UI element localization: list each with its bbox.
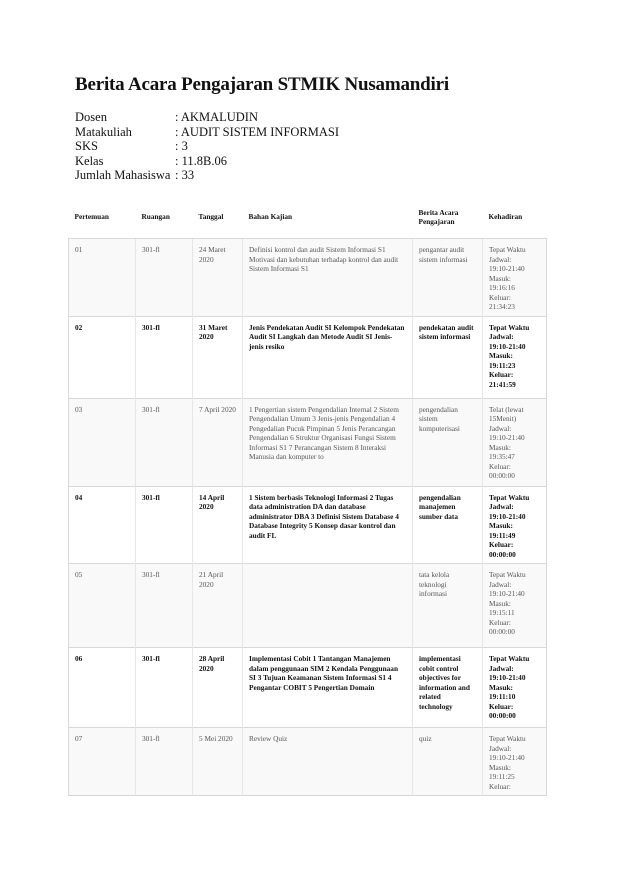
cell-ruangan: 301-fl — [136, 564, 193, 648]
kehadiran-line: Keluar: — [489, 292, 511, 302]
info-row-jumlah-mahasiswa — [75, 168, 339, 183]
cell-berita-acara: tata kelola teknologi informasi — [413, 564, 483, 648]
kehadiran-line: Masuk: — [489, 351, 513, 360]
table-row — [69, 398, 547, 486]
info-value: : 3 — [175, 139, 188, 154]
cell-pertemuan: 01 — [75, 245, 83, 254]
cell-pertemuan: 04 — [75, 492, 83, 502]
kehadiran-line: Jadwal: — [489, 663, 514, 673]
cell-bahan-kajian: Implementasi Cobit 1 Tantangan Manajemen dalam penggunaan SIM 2 Kendala Penggunaan SI 3 Tujuan Keamanan Sistem Informasi S1 4 Pengantar COBIT 5 Pengertian Domain — [243, 648, 413, 728]
kehadiran-line: Keluar: — [489, 617, 511, 627]
cell-berita-acara: implementasi cobit control objectives for information and related technology — [413, 648, 483, 728]
table-row — [69, 486, 547, 564]
kehadiran-line: 19:10-21:40 — [489, 433, 525, 442]
info-row-kelas — [75, 154, 339, 169]
cell-pertemuan: 02 — [75, 322, 83, 332]
info-label: Matakuliah — [75, 124, 132, 139]
cell-pertemuan: 06 — [75, 654, 83, 663]
cell-ruangan: 301-fl — [136, 239, 193, 317]
info-label: Kelas — [75, 153, 104, 168]
cell-kehadiran — [483, 239, 547, 317]
kehadiran-line: Tepat Waktu — [489, 322, 530, 332]
info-row-sks — [75, 139, 339, 154]
column-header-berita-acara: Berita Acara Pengajaran — [413, 196, 483, 239]
kehadiran-line: Keluar: — [489, 540, 514, 549]
cell-tanggal: 21 April 2020 — [193, 564, 243, 648]
kehadiran-line: Jadwal: — [489, 743, 512, 753]
column-header-tanggal: Tanggal — [193, 196, 243, 239]
kehadiran-line: 19:35:47 — [489, 452, 515, 461]
kehadiran-line: Masuk: — [489, 521, 513, 530]
kehadiran-line: 19:10-21:40 — [489, 511, 526, 521]
column-header-ruangan: Ruangan — [136, 196, 193, 239]
kehadiran-line: 19:11:25 — [489, 772, 515, 781]
info-row-dosen — [75, 110, 339, 125]
cell-pertemuan: 07 — [75, 734, 83, 743]
page-title: Berita Acara Pengajaran STMIK Nusamandiri — [75, 74, 449, 95]
table-row — [69, 239, 547, 317]
cell-tanggal: 28 April 2020 — [193, 648, 243, 728]
cell-ruangan: 301-fl — [136, 648, 193, 728]
cell-berita-acara: pengantar audit sistem informasi — [413, 239, 483, 317]
kehadiran-line: Jadwal: — [489, 579, 512, 589]
cell-bahan-kajian — [243, 564, 413, 648]
kehadiran-line: Jadwal: — [489, 332, 514, 341]
cell-berita-acara: pengendalian sistem komputerisasi — [413, 398, 483, 486]
cell-kehadiran — [483, 398, 547, 486]
info-value: : 11.8B.06 — [175, 153, 227, 168]
cell-tanggal: 14 April 2020 — [193, 486, 243, 564]
cell-tanggal: 31 Maret 2020 — [193, 316, 243, 398]
kehadiran-line: 19:11:10 — [489, 692, 516, 701]
kehadiran-line: Keluar: — [489, 781, 511, 791]
kehadiran-line: 00:00:00 — [489, 711, 516, 720]
table-body — [69, 239, 547, 796]
kehadiran-line: Jadwal: — [489, 502, 514, 511]
cell-pertemuan: 03 — [75, 404, 83, 414]
cell-tanggal: 5 Mei 2020 — [193, 728, 243, 796]
cell-ruangan: 301-fl — [136, 398, 193, 486]
course-info — [75, 110, 339, 183]
info-label: Dosen — [75, 110, 107, 124]
cell-berita-acara: pendekatan audit sistem informasi — [413, 316, 483, 398]
cell-berita-acara: quiz — [413, 728, 483, 796]
cell-kehadiran — [483, 728, 547, 796]
kehadiran-line: Keluar: — [489, 461, 511, 471]
kehadiran-line: 21:41:59 — [489, 379, 516, 389]
cell-tanggal: 7 April 2020 — [193, 398, 243, 486]
kehadiran-line: Tepat Waktu — [489, 734, 526, 743]
kehadiran-line: 00:00:00 — [489, 549, 516, 559]
column-header-bahan-kajian: Bahan Kajian — [243, 196, 413, 239]
kehadiran-line: Tepat Waktu — [489, 570, 526, 579]
kehadiran-line: Telat (lewat 15Menit) — [489, 404, 524, 423]
cell-bahan-kajian: Definisi kontrol dan audit Sistem Informasi S1 Motivasi dan kebutuhan terhadap kontrol dan audit Sistem Informasi S1 — [243, 239, 413, 317]
cell-berita-acara: pengendalian manajemen sumber data — [413, 486, 483, 564]
kehadiran-line: Keluar: — [489, 370, 514, 379]
kehadiran-line: Masuk: — [489, 273, 511, 283]
kehadiran-line: Keluar: — [489, 701, 514, 711]
info-label: SKS — [75, 139, 98, 154]
column-header-kehadiran: Kehadiran — [483, 196, 547, 239]
table-row — [69, 316, 547, 398]
cell-tanggal: 24 Maret 2020 — [193, 239, 243, 317]
cell-kehadiran — [483, 316, 547, 398]
kehadiran-line: Tepat Waktu — [489, 492, 530, 502]
table-header-row — [69, 196, 547, 239]
kehadiran-line: 00:00:00 — [489, 471, 515, 480]
kehadiran-line: 19:10-21:40 — [489, 673, 526, 682]
cell-pertemuan: 05 — [75, 570, 83, 579]
attendance-table-wrap — [68, 196, 546, 796]
cell-kehadiran — [483, 486, 547, 564]
kehadiran-line: Masuk: — [489, 598, 511, 608]
cell-bahan-kajian: Review Quiz — [243, 728, 413, 796]
info-label: Jumlah Mahasiswa — [75, 168, 171, 183]
cell-kehadiran — [483, 648, 547, 728]
cell-bahan-kajian: 1 Pengertian sistem Pengendalian Internal 2 Sistem Pengendalian Umum 3 Jenis-jenis Pengendalian 4 Pengedalian Pucuk Pimpinan 5 Jenis Perancangan Pengendalian 6 Struktur Organisasi Fungsi Sistem Informasi S1 7 Perancangan Sistem 8 Interaksi Manusia dan komputer to — [243, 398, 413, 486]
kehadiran-line: 21:34:23 — [489, 302, 515, 311]
kehadiran-line: Jadwal: — [489, 254, 512, 264]
cell-kehadiran — [483, 564, 547, 648]
kehadiran-line: Tepat Waktu — [489, 654, 530, 663]
kehadiran-line: 19:10-21:40 — [489, 264, 525, 273]
info-value: : AUDIT SISTEM INFORMASI — [175, 124, 340, 139]
kehadiran-line: Masuk: — [489, 682, 513, 692]
kehadiran-line: Tepat Waktu — [489, 245, 526, 254]
cell-bahan-kajian: Jenis Pendekatan Audit SI Kelompok Pendekatan Audit SI Langkah dan Metode Audit SI Jenis-jenis resiko — [243, 316, 413, 398]
kehadiran-line: Masuk: — [489, 442, 511, 452]
kehadiran-line: Masuk: — [489, 762, 511, 772]
kehadiran-line: 19:16:16 — [489, 283, 515, 292]
table-row — [69, 728, 547, 796]
info-value: : AKMALUDIN — [175, 110, 258, 124]
table-row — [69, 648, 547, 728]
kehadiran-line: 19:15:11 — [489, 608, 515, 617]
kehadiran-line: 19:10-21:40 — [489, 341, 526, 351]
kehadiran-line: 00:00:00 — [489, 627, 515, 636]
info-row-matakuliah — [75, 125, 339, 140]
column-header-pertemuan: Pertemuan — [69, 196, 136, 239]
cell-ruangan: 301-fl — [136, 486, 193, 564]
cell-bahan-kajian: 1 Sistem berbasis Teknologi Informasi 2 Tugas data administration DA dan database administrator DBA 3 Definisi Sistem Database 4 Database Integrity 5 Konsep dasar kontrol dan audit FL — [243, 486, 413, 564]
kehadiran-line: 19:10-21:40 — [489, 753, 525, 762]
kehadiran-line: 19:11:23 — [489, 360, 516, 370]
info-value: : 33 — [175, 168, 195, 183]
kehadiran-line: Jadwal: — [489, 423, 512, 433]
cell-ruangan: 301-fl — [136, 728, 193, 796]
kehadiran-line: 19:11:49 — [489, 530, 516, 540]
attendance-table — [68, 196, 547, 796]
kehadiran-line: 19:10-21:40 — [489, 589, 525, 598]
cell-ruangan: 301-fl — [136, 316, 193, 398]
table-row — [69, 564, 547, 648]
